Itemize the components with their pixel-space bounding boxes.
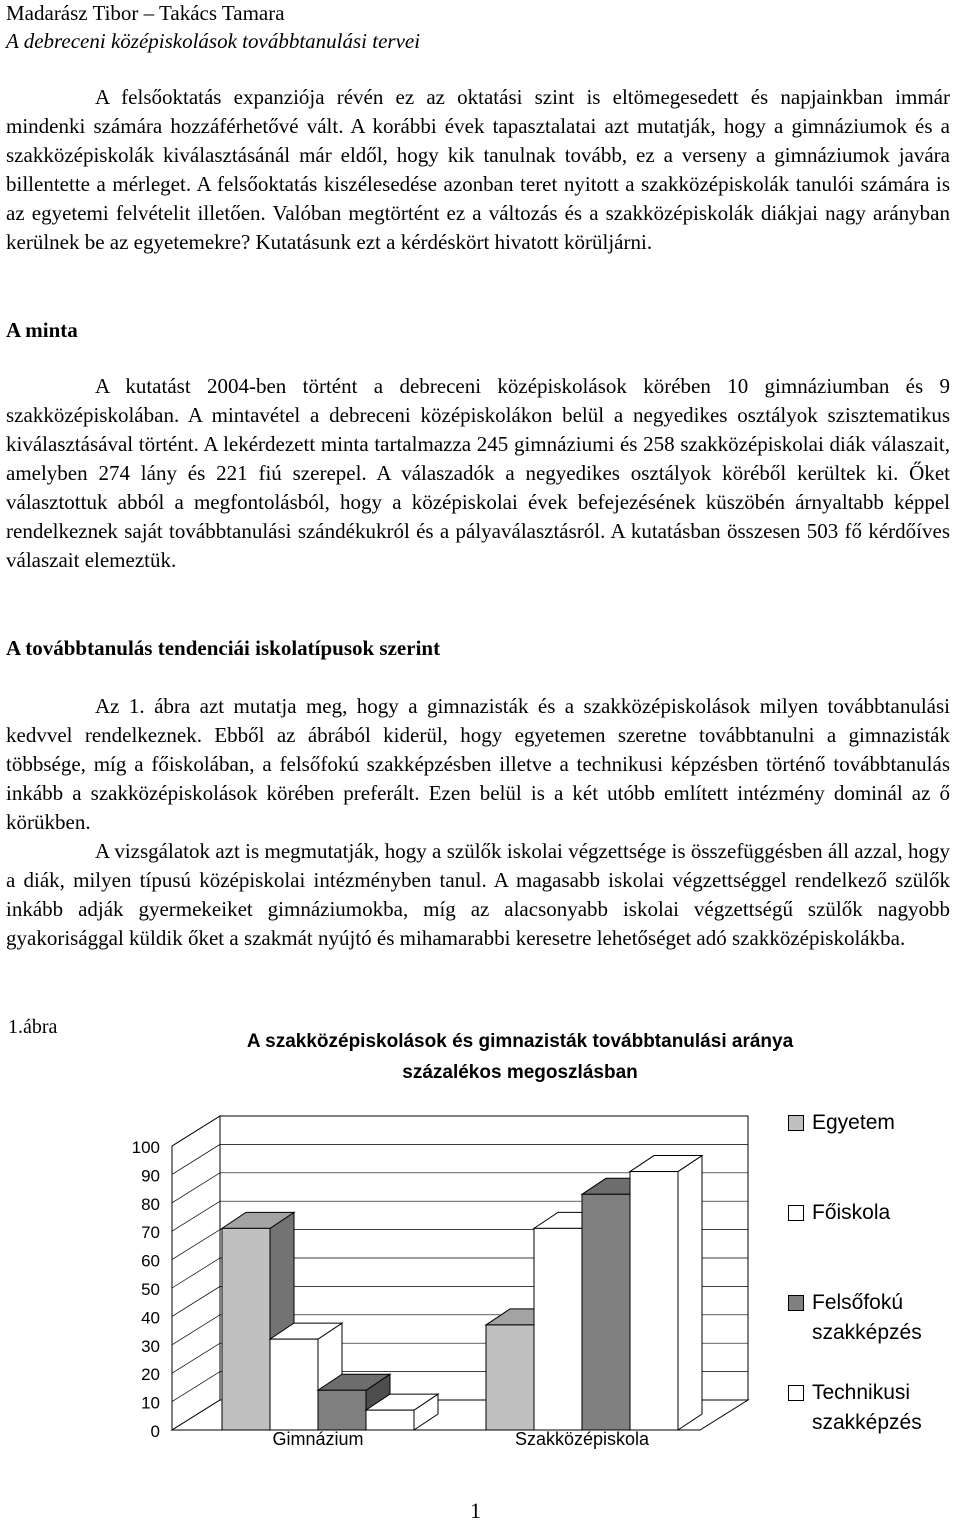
legend-swatch-2	[788, 1295, 804, 1311]
legend-label-2	[812, 1288, 960, 1348]
x-category-label-1: Szakközépiskola	[514, 1429, 650, 1449]
legend-label-3	[812, 1378, 960, 1438]
bar-Szakközépiskola-Technikusi szakképzés	[630, 1172, 678, 1430]
y-tick-label-80: 80	[141, 1194, 160, 1214]
legend-label-line1-0: Egyetem	[812, 1111, 895, 1134]
bar-Gimnázium-Egyetem	[222, 1228, 270, 1430]
figure-label: 1.ábra	[8, 1016, 58, 1038]
y-tick-label-30: 30	[141, 1336, 160, 1356]
y-tick-label-100: 100	[131, 1138, 160, 1157]
bar-Gimnázium-Technikusi szakképzés	[366, 1410, 414, 1430]
bar-Gimnázium-Felsőfokú szakképzés	[318, 1390, 366, 1430]
y-tick-label-90: 90	[141, 1166, 160, 1186]
chart-title-line-1: A szakközépiskolások és gimnazisták továbbtanulási aránya	[246, 1031, 794, 1052]
y-tick-label-60: 60	[141, 1251, 160, 1271]
legend-label-line2-3: szakképzés	[812, 1411, 922, 1434]
header-title: A debreceni középiskolások továbbtanulási tervei	[6, 29, 421, 53]
bar-Szakközépiskola-Főiskola	[534, 1228, 582, 1430]
y-tick-label-0: 0	[150, 1422, 160, 1441]
legend-label-1	[812, 1198, 960, 1228]
page-number: 1	[470, 1498, 481, 1523]
bar-Gimnázium-Főiskola	[270, 1339, 318, 1430]
legend-swatch-1	[788, 1205, 804, 1221]
bar-Szakközépiskola-Felsőfokú szakképzés	[582, 1194, 630, 1430]
legend-label-line1-1: Főiskola	[812, 1201, 891, 1224]
tendenciak-paragraph-1: Az 1. ábra azt mutatja meg, hogy a gimnazisták és a szakközépiskolások milyen továbbtanulási kedvvel rendelkeznek. Ebből az ábrából kiderül, hogy egyetemen szeretne továbbtanulni a gimnazisták többsége, míg a főiskolában, a felsőfokú szakképzésben illetve a technikusi képzésben történő továbbtanulás inkább a szakközépiskolások körében preferált. Ezen belül is a két utóbb említett intézmény dominál az ő körükben.	[6, 694, 950, 834]
section-heading-minta: A minta	[6, 318, 78, 342]
y-tick-label-70: 70	[141, 1223, 160, 1243]
intro-paragraph: A felsőoktatás expanziója révén ez az oktatási szint is eltömegesedett és napjainkban immár mindenki számára hozzáférhetővé vált. A korábbi évek tapasztalatai azt mutatják, hogy a gimnáziumok és a szakközépiskolák kiválasztásánál már eldől, hogy kik tanulnak tovább, ez a verseny a gimnáziumok javára billentette a mérleget. A felsőoktatás kiszélesedése azonban teret nyitott a szakközépiskolák tanulói számára is az egyetemi felvételit illetően. Valóban megtörtént ez a változás és a szakközépiskolák diákjai nagy arányban kerülnek be az egyetemekre? Kutatásunk ezt a kérdéskört hivatott körüljárni.	[6, 85, 950, 254]
y-tick-label-20: 20	[141, 1365, 160, 1385]
legend-swatch-0	[788, 1115, 804, 1131]
header-authors: Madarász Tibor – Takács Tamara	[6, 1, 285, 25]
tendenciak-paragraph-2: A vizsgálatok azt is megmutatják, hogy a szülők iskolai végzettsége is összefüggésben áll azzal, hogy a diák, milyen típusú középiskolai intézményben tanul. A magasabb iskolai végzettséggel rendelkező szülők inkább adják gyermekeiket gimnáziumokba, míg az alacsonyabb iskolai végzettségű szülők nagyobb gyakorisággal küldik őket a szakmát nyújtó és mihamarabbi keresetre lehetőséget adó szakközépiskolákba.	[6, 839, 950, 950]
legend-label-line1-2: Felsőfokú	[812, 1291, 904, 1314]
y-tick-label-50: 50	[141, 1280, 160, 1299]
section-heading-tendenciak: A továbbtanulás tendenciái iskolatípusok szerint	[6, 636, 441, 660]
legend-label-line2-2: szakképzés	[812, 1321, 922, 1344]
y-tick-label-10: 10	[141, 1393, 160, 1413]
bar-Szakközépiskola-Egyetem	[486, 1325, 534, 1430]
bar-side-1-3	[678, 1156, 702, 1430]
legend-label-0	[812, 1108, 960, 1138]
minta-paragraph: A kutatást 2004-ben történt a debreceni középiskolások körében 10 gimnáziumban és 9 szakközépiskolában. A mintavétel a debreceni középiskolákon belül a negyedikes osztályok szisztematikus kiválasztásával történt. A lekérdezett minta tartalmazza 245 gimnáziumi és 258 szakközépiskolai diák válaszait, amelyben 274 lány és 221 fiú szerepel. A válaszadók a negyedikes osztályok köréből kerültek ki. Őket választottuk abból a megfontolásból, hogy a középiskolai évek befejezésének küszöbén árnyaltabb képpel rendelkeznek saját továbbtanulási szándékukról és a pályaválasztásról. A kutatásban összesen 503 fő kérdőíves válaszait elemeztük.	[6, 374, 950, 572]
y-tick-label-40: 40	[141, 1308, 160, 1328]
legend-label-line1-3: Technikusi	[812, 1381, 911, 1404]
chart-title-line-2: százalékos megoszlásban	[402, 1062, 638, 1083]
x-category-label-0: Gimnázium	[272, 1429, 364, 1449]
legend-swatch-3	[788, 1385, 804, 1401]
